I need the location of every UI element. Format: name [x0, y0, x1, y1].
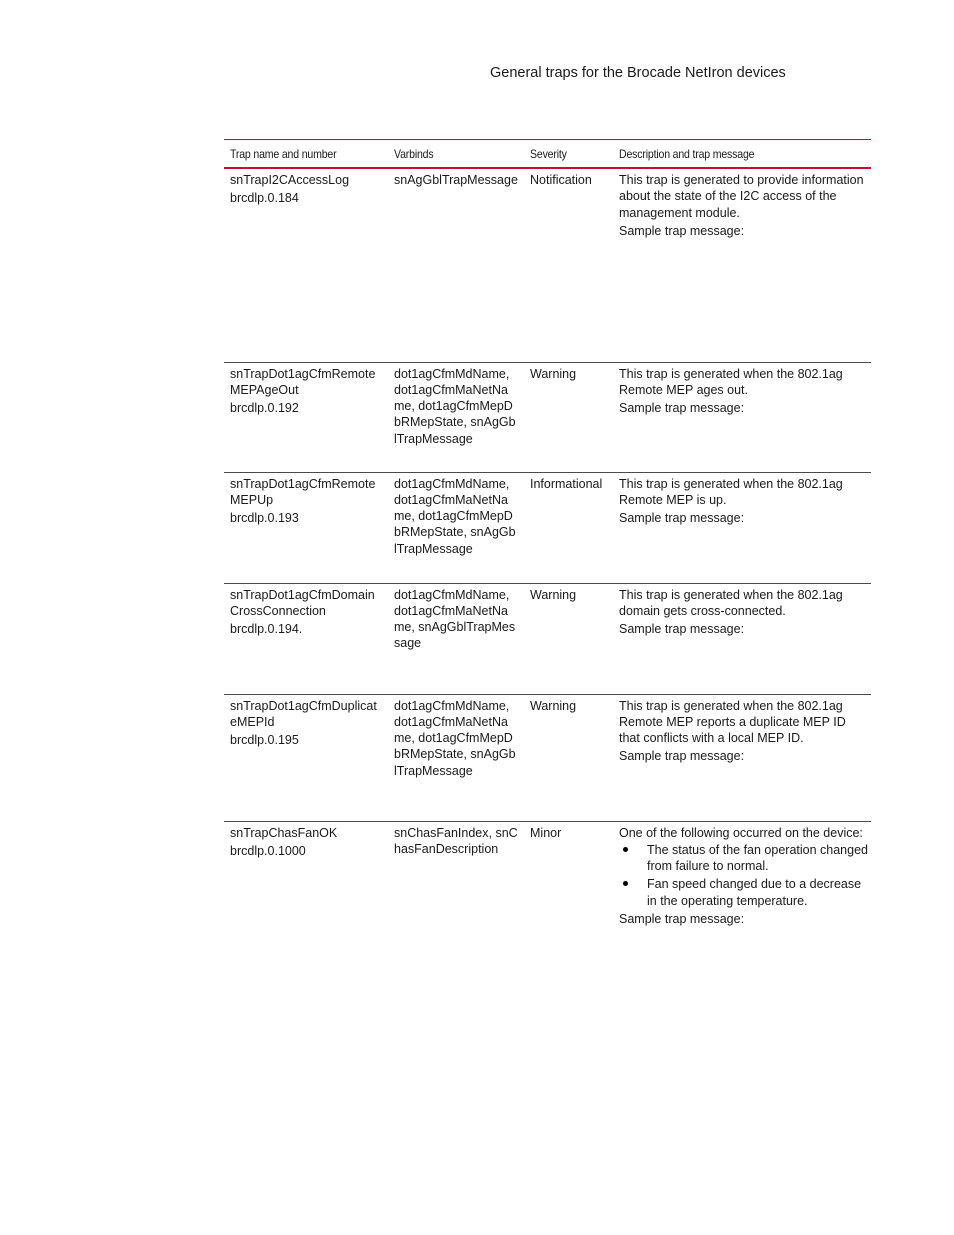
description-cell: [613, 821, 871, 931]
description-cell: [613, 694, 871, 821]
trap-name: snTrapDot1agCfmRemoteMEPUp: [230, 476, 376, 507]
severity-cell: Informational: [530, 476, 603, 491]
trap-name: snTrapI2CAccessLog: [230, 173, 350, 187]
trap-number: brcdlp.0.192: [230, 401, 299, 416]
column-header-severity: Severity: [530, 146, 567, 161]
severity-cell: Warning: [530, 698, 577, 713]
varbinds-cell: snAgGblTrapMessage: [394, 173, 518, 187]
table-row: [224, 583, 871, 694]
bullet-list: [619, 842, 869, 909]
table-row: [224, 168, 871, 362]
column-header-varbinds: Varbinds: [394, 146, 434, 161]
column-header-name: Trap name and number: [230, 146, 337, 161]
trap-name-cell: [224, 168, 388, 362]
trap-table: [224, 139, 871, 931]
severity-cell: Warning: [530, 587, 577, 602]
running-header: General traps for the Brocade NetIron devices: [490, 65, 786, 81]
description-cell: [613, 362, 871, 472]
varbinds-cell: dot1agCfmMdName, dot1agCfmMaNetName, dot1agCfmMepDbRMepState, snAgGblTrapMessage: [394, 366, 516, 446]
trap-name-cell: [224, 472, 388, 583]
trap-name-cell: [224, 583, 388, 694]
sample-label: Sample trap message:: [619, 911, 745, 926]
varbinds-cell: dot1agCfmMdName, dot1agCfmMaNetName, snAgGblTrapMessage: [394, 587, 516, 651]
trap-number: brcdlp.0.184: [230, 191, 299, 206]
trap-number: brcdlp.0.193: [230, 511, 299, 526]
sample-label: Sample trap message:: [619, 511, 745, 526]
trap-name: snTrapDot1agCfmRemoteMEPAgeOut: [230, 366, 376, 397]
severity-cell: Notification: [530, 173, 592, 187]
description-text: This trap is generated to provide information about the state of the I2C access of the management module.: [619, 173, 864, 220]
table-row: [224, 694, 871, 821]
description-text: One of the following occurred on the device:: [619, 825, 863, 840]
column-header-description: Description and trap message: [619, 146, 755, 161]
trap-name-cell: [224, 821, 388, 931]
description-text: This trap is generated when the 802.1ag Remote MEP ages out.: [619, 366, 843, 397]
description-text: This trap is generated when the 802.1ag domain gets cross-connected.: [619, 587, 843, 618]
bullet-item: The status of the fan operation changed from failure to normal.: [619, 842, 869, 875]
sample-label: Sample trap message:: [619, 223, 745, 238]
sample-label: Sample trap message:: [619, 401, 745, 416]
varbinds-cell: snChasFanIndex, snChasFanDescription: [394, 825, 518, 856]
table-row: [224, 362, 871, 472]
varbinds-cell: dot1agCfmMdName, dot1agCfmMaNetName, dot1agCfmMepDbRMepState, snAgGblTrapMessage: [394, 476, 516, 556]
severity-cell: Warning: [530, 366, 577, 381]
description-cell: [613, 472, 871, 583]
trap-name-cell: [224, 694, 388, 821]
table-row: [224, 821, 871, 931]
bullet-item: Fan speed changed due to a decrease in the operating temperature.: [619, 876, 869, 909]
table-row: [224, 472, 871, 583]
trap-number: brcdlp.0.195: [230, 733, 299, 748]
description-cell: [613, 583, 871, 694]
description-cell: [613, 168, 871, 362]
varbinds-cell: dot1agCfmMdName, dot1agCfmMaNetName, dot1agCfmMepDbRMepState, snAgGblTrapMessage: [394, 698, 516, 778]
trap-name: snTrapDot1agCfmDomainCrossConnection: [230, 587, 375, 618]
trap-number: brcdlp.0.194.: [230, 622, 303, 637]
trap-name: snTrapDot1agCfmDuplicateMEPId: [230, 698, 377, 729]
trap-name-cell: [224, 362, 388, 472]
description-text: This trap is generated when the 802.1ag Remote MEP is up.: [619, 476, 843, 507]
description-text: This trap is generated when the 802.1ag Remote MEP reports a duplicate MEP ID that conflicts with a local MEP ID.: [619, 698, 846, 746]
trap-number: brcdlp.0.1000: [230, 843, 306, 858]
table-header-row: [224, 140, 871, 169]
trap-name: snTrapChasFanOK: [230, 825, 338, 840]
severity-cell: Minor: [530, 825, 562, 840]
sample-label: Sample trap message:: [619, 749, 745, 764]
sample-label: Sample trap message:: [619, 622, 745, 637]
